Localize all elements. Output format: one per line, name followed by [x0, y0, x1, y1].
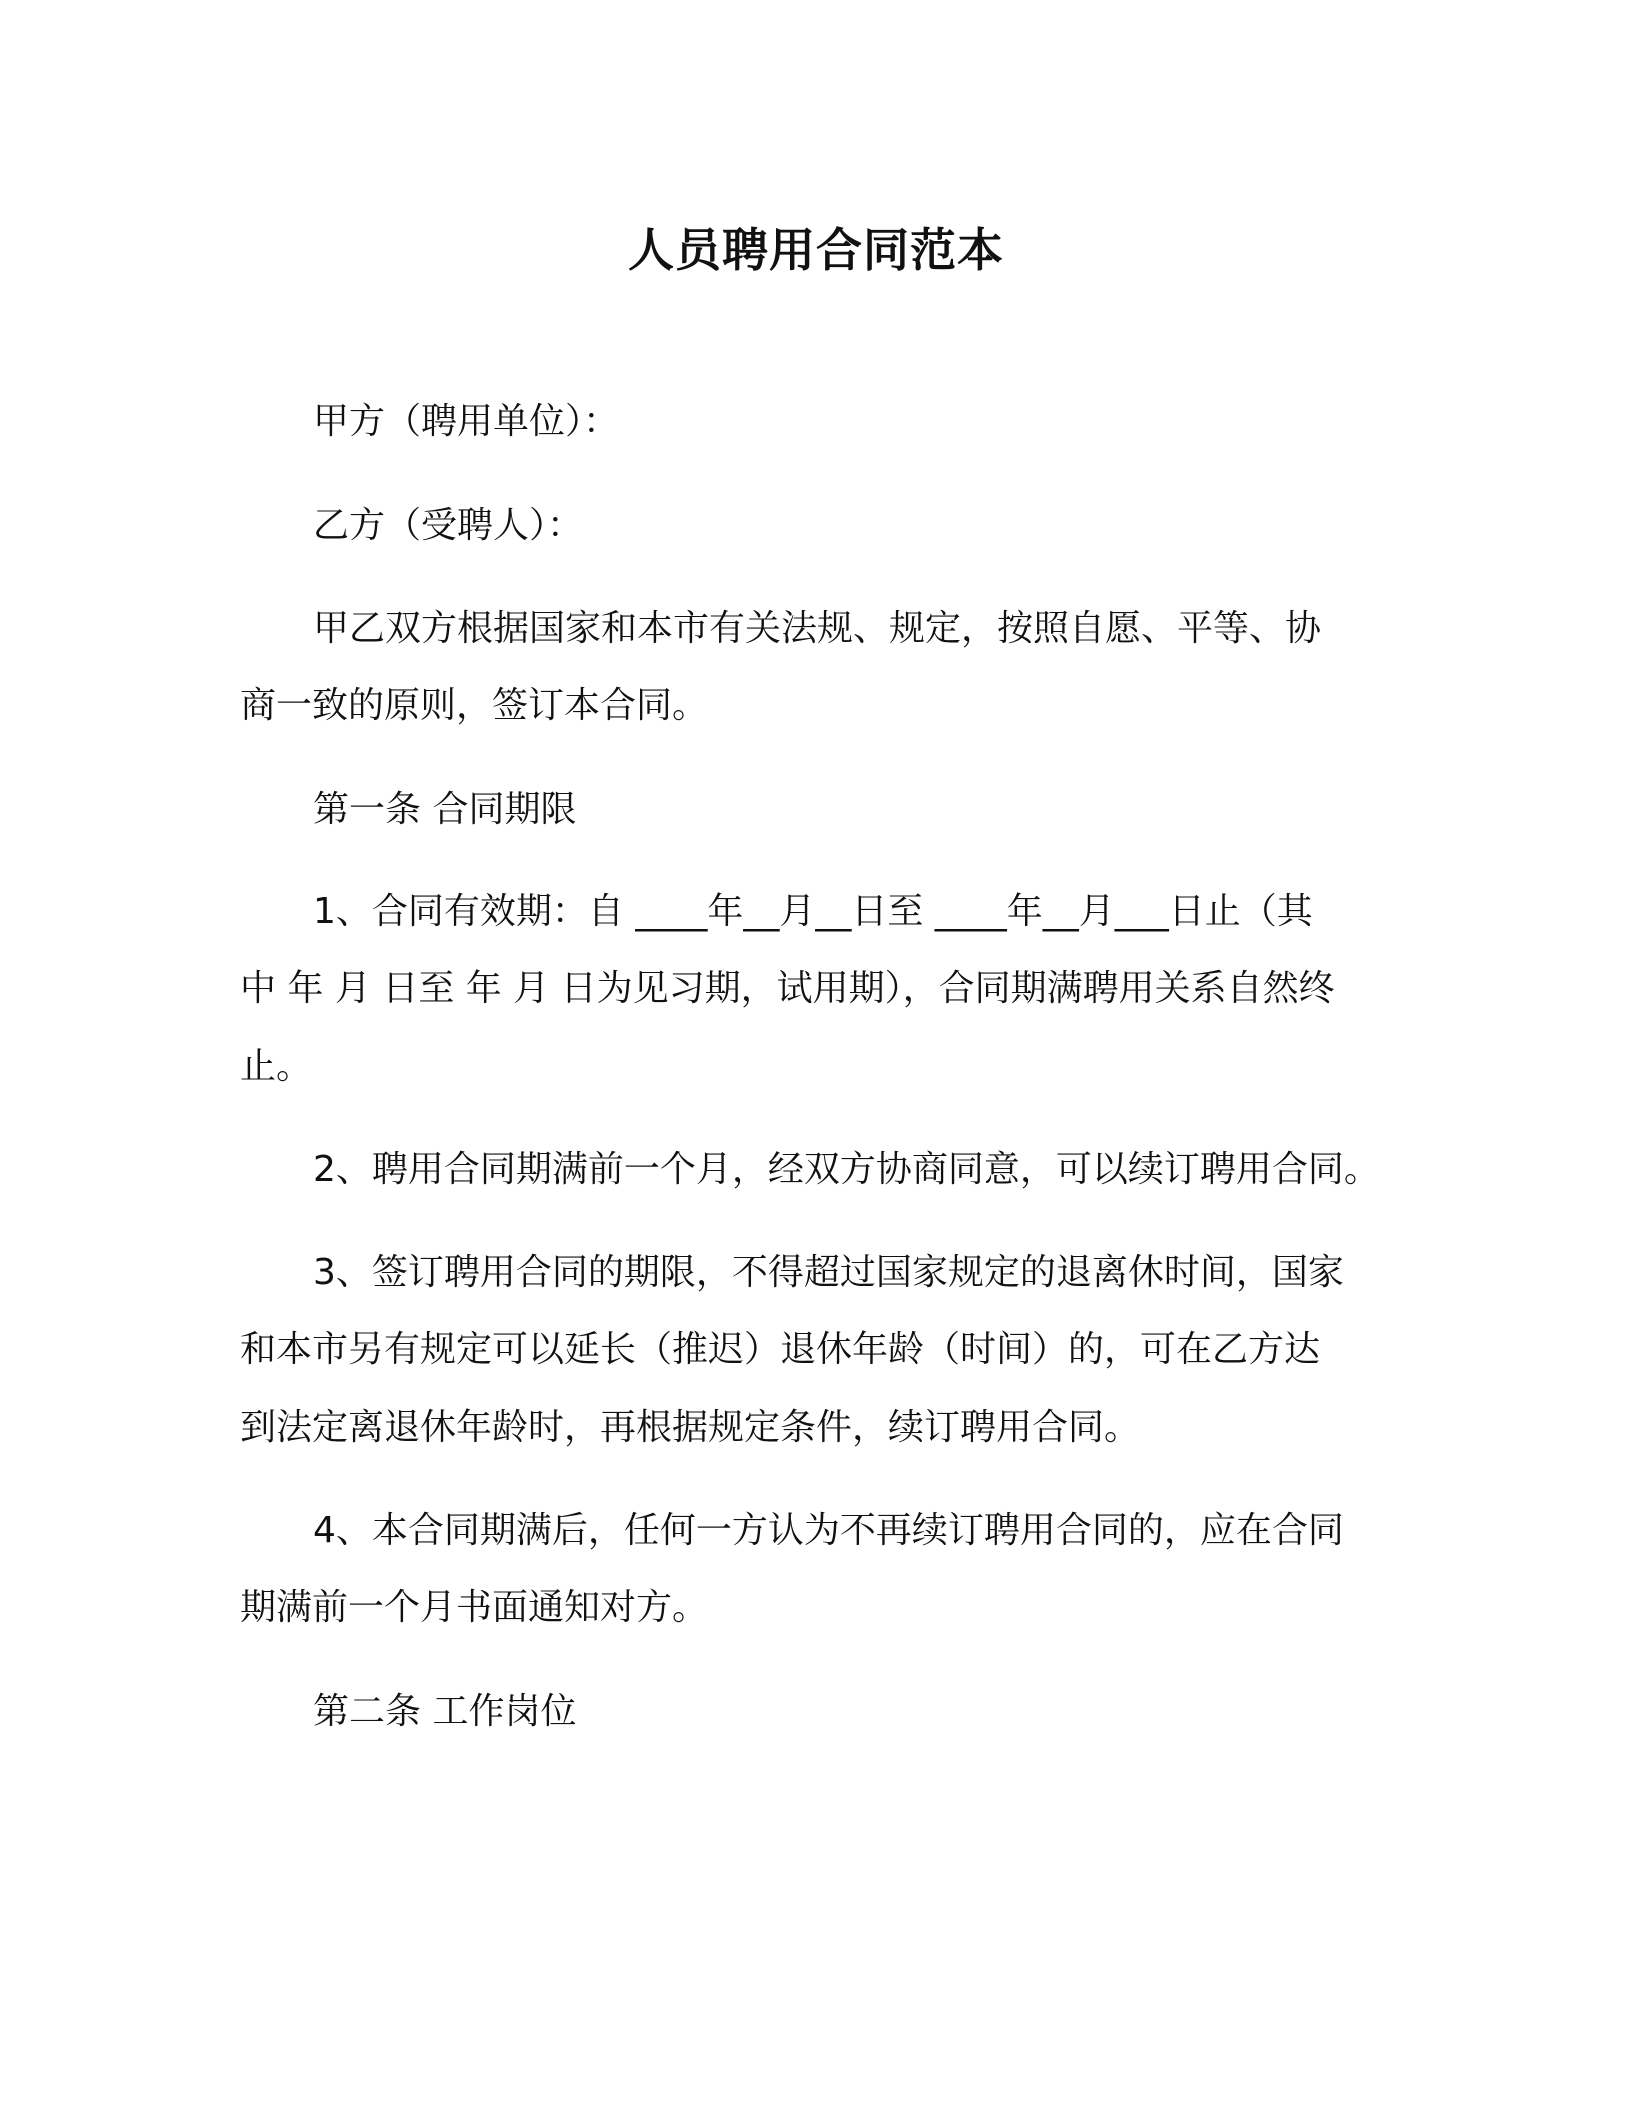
- intro-line-2: 商一致的原则，签订本合同。: [240, 685, 709, 726]
- party-b-line: 乙方（受聘人）：: [313, 505, 584, 546]
- party-a-line: 甲方（聘用单位）：: [313, 401, 620, 442]
- clause-2-line-1: 2、聘用合同期满前一个月，经双方协商同意，可以续订聘用合同。: [313, 1149, 1380, 1190]
- clause-3-line-1: 3、签订聘用合同的期限，不得超过国家规定的退离休时间，国家: [313, 1252, 1344, 1293]
- clause-3-line-2: 和本市另有规定可以延长（推迟）退休年龄（时间）的，可在乙方达: [240, 1329, 1321, 1370]
- article-2-heading: 第二条 工作岗位: [313, 1691, 577, 1732]
- clause-1-line-3: 止。: [240, 1046, 313, 1087]
- article-1-heading: 第一条 合同期限: [313, 789, 577, 830]
- clause-4-line-2: 期满前一个月书面通知对方。: [240, 1587, 709, 1628]
- clause-4-line-1: 4、本合同期满后，任何一方认为不再续订聘用合同的，应在合同: [313, 1510, 1344, 1551]
- document-title: 人员聘用合同范本: [628, 223, 1004, 277]
- intro-line-1: 甲乙双方根据国家和本市有关法规、规定，按照自愿、平等、协: [313, 608, 1322, 649]
- clause-3-line-3: 到法定离退休年龄时，再根据规定条件，续订聘用合同。: [240, 1407, 1141, 1448]
- clause-1-line-1: 1、合同有效期：自 ____年__月__日至 ____年__月___日止（其: [313, 891, 1313, 932]
- clause-1-line-2: 中 年 月 日至 年 月 日为见习期，试用期），合同期满聘用关系自然终: [240, 968, 1335, 1009]
